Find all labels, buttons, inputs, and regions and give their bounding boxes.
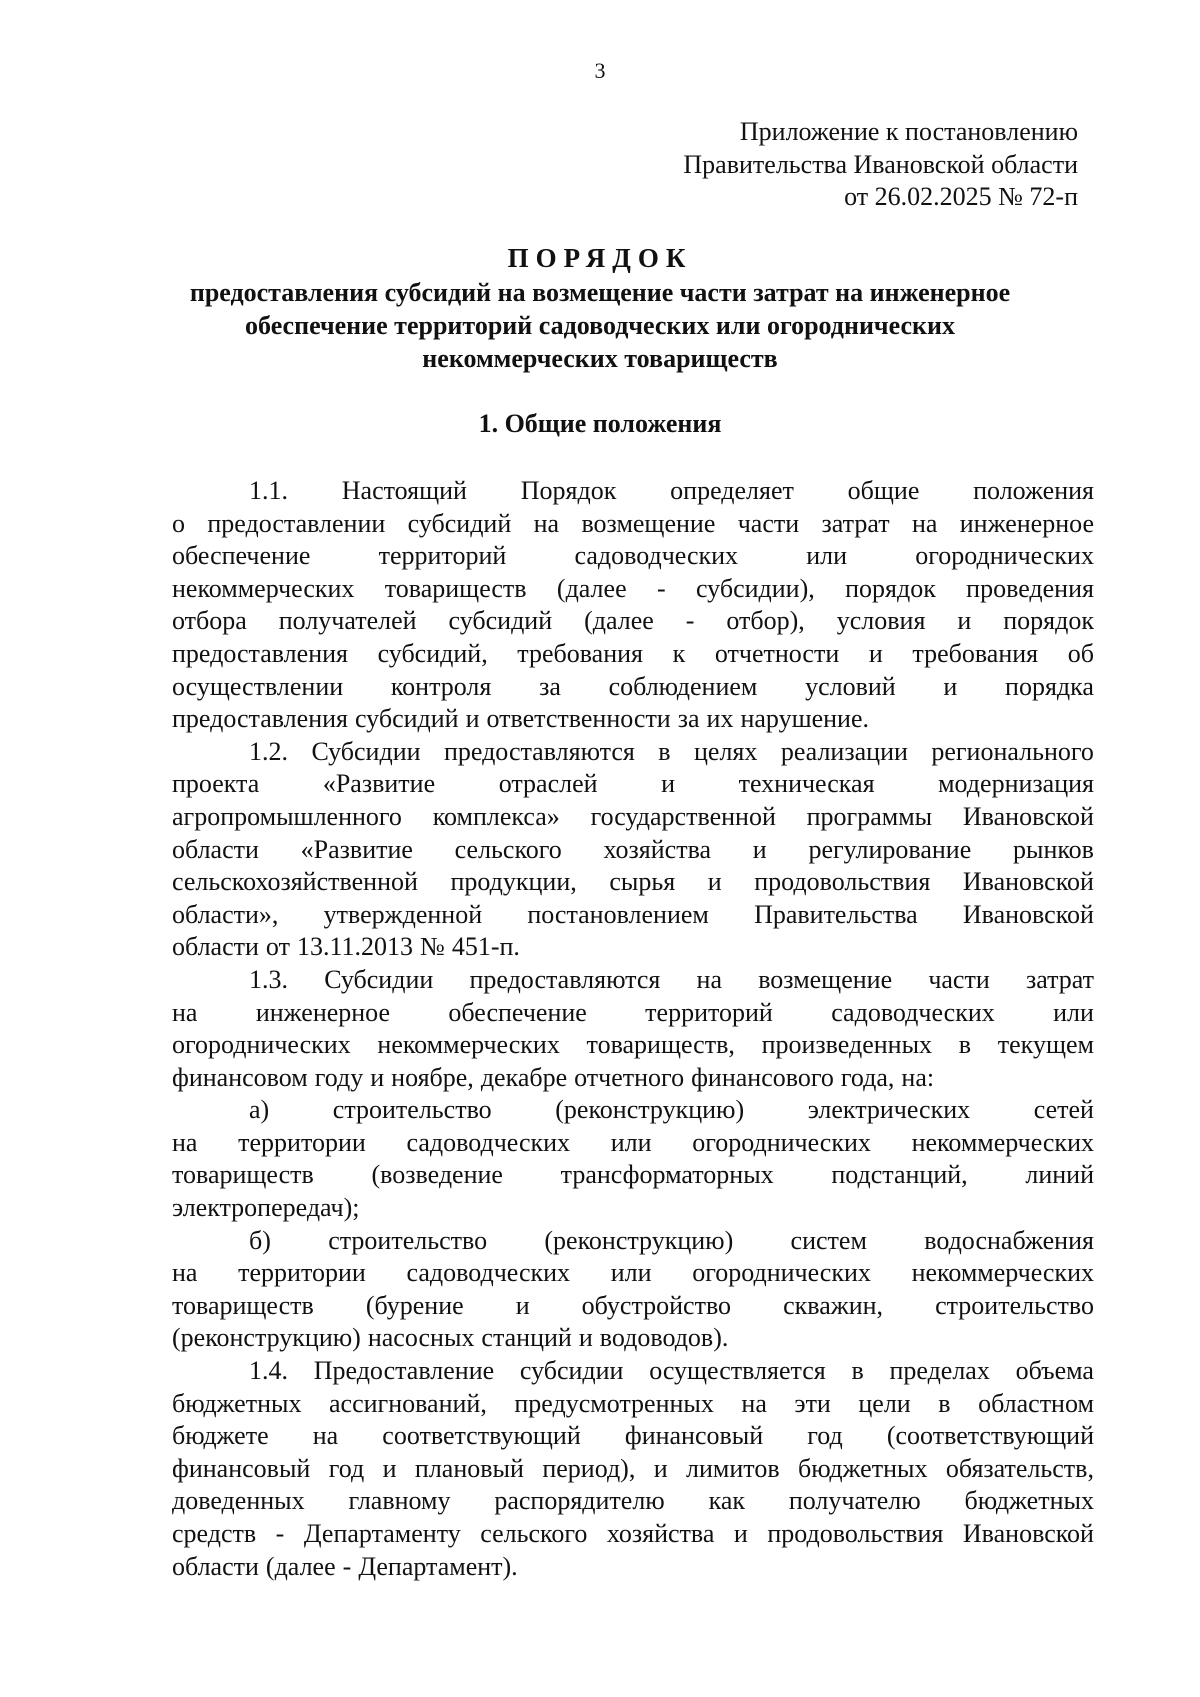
subtitle-line: обеспечение территорий садоводческих или огороднических	[245, 311, 955, 340]
body-line	[172, 671, 1094, 704]
body-word: «Развитие	[300, 834, 413, 864]
body-line	[172, 1127, 1094, 1160]
body-word: сырья	[609, 867, 676, 897]
body-word: строительство	[328, 1225, 488, 1255]
body-word: в	[938, 1388, 951, 1418]
body-text	[172, 475, 1094, 1583]
body-line	[172, 997, 1094, 1030]
page-number: 3	[594, 58, 606, 83]
body-word: году	[314, 1062, 364, 1092]
body-word: Субсидии	[324, 964, 434, 994]
body-word: ноябре,	[391, 1062, 474, 1092]
body-word: -	[342, 1551, 352, 1581]
body-word: области»,	[172, 899, 279, 929]
body-word: хозяйства	[603, 834, 712, 864]
body-word: (далее	[584, 606, 654, 636]
body-line	[172, 1225, 1094, 1258]
body-word: в	[958, 1030, 972, 1060]
body-word: возмещение	[758, 964, 893, 994]
body-word: Ивановской	[962, 899, 1094, 929]
body-line	[172, 508, 1094, 541]
body-word: отраслей	[498, 769, 598, 799]
body-word: за	[539, 671, 561, 701]
body-word: товариществ	[172, 1160, 314, 1190]
body-word: год	[328, 1453, 365, 1483]
body-word: как	[708, 1486, 745, 1516]
body-line	[172, 1551, 1094, 1584]
body-word: товариществ,	[586, 1030, 735, 1060]
body-word: за	[677, 704, 700, 734]
body-word: на	[172, 1258, 198, 1288]
body-word: 13.11.2013	[296, 932, 413, 962]
body-word: осуществляется	[649, 1356, 826, 1386]
body-word: продовольствия	[767, 1519, 944, 1548]
body-word: регулирование	[808, 834, 972, 864]
body-word: некоммерческих	[377, 1030, 560, 1060]
body-word: предоставляются	[443, 736, 635, 766]
body-word: водоводов).	[599, 1323, 729, 1353]
body-word: обустройство	[581, 1290, 732, 1320]
body-line	[172, 768, 1094, 801]
body-word: на	[312, 1421, 339, 1451]
body-word: субсидий	[407, 508, 512, 538]
body-line	[172, 1029, 1094, 1062]
body-word: декабре	[480, 1062, 568, 1092]
body-word: пределах	[889, 1356, 990, 1386]
body-word: в	[851, 1356, 864, 1386]
body-word: цели	[858, 1388, 911, 1418]
body-word: -	[656, 573, 666, 603]
body-word: получателю	[788, 1486, 921, 1516]
appendix-line: от 26.02.2025 № 72-п	[844, 182, 1078, 211]
body-line	[172, 1453, 1094, 1486]
body-word: 1.2.	[249, 736, 288, 766]
body-word: субсидии	[519, 1356, 624, 1386]
body-line	[172, 1062, 1094, 1095]
body-word: нарушение.	[740, 704, 870, 734]
body-word: обязательств,	[945, 1453, 1094, 1483]
body-word: проекта	[172, 769, 260, 799]
body-word: огороднических	[692, 1258, 871, 1288]
body-word: Субсидии	[311, 736, 421, 766]
body-word: финансовый	[172, 1453, 311, 1483]
body-word: года,	[840, 1062, 895, 1092]
subtitle-line: некоммерческих товариществ	[422, 344, 778, 373]
body-word: станций	[481, 1323, 572, 1353]
body-word: предусмотренных	[514, 1388, 714, 1418]
body-word: и	[653, 1453, 668, 1483]
body-word: сетей	[1033, 1095, 1094, 1125]
body-word: на	[696, 964, 722, 994]
body-word: государственной	[590, 801, 776, 831]
body-word: затрат	[821, 508, 890, 538]
body-line	[172, 964, 1094, 997]
body-word: предоставлении	[207, 508, 386, 538]
body-word: произведенных	[761, 1030, 933, 1060]
body-word: (далее	[265, 1551, 336, 1581]
body-word: Правительства	[754, 899, 918, 929]
body-line	[172, 1192, 1094, 1225]
body-word: (соответствующий	[886, 1421, 1094, 1451]
body-word: соответствующий	[382, 1421, 581, 1451]
body-word: областном	[978, 1388, 1094, 1418]
body-word: порядок	[845, 573, 936, 603]
body-word: финансового	[691, 1062, 834, 1092]
body-word: №	[420, 932, 445, 962]
body-word: их	[706, 704, 734, 734]
body-word: (реконструкцию)	[172, 1323, 361, 1353]
body-word: на	[172, 1127, 198, 1157]
body-word: обеспечение	[448, 997, 587, 1027]
body-word: (бурение	[365, 1290, 464, 1320]
body-word: на	[172, 997, 198, 1027]
body-word: программы	[806, 801, 933, 831]
body-word: порядка	[1005, 671, 1094, 701]
body-word: бюджете	[172, 1421, 269, 1451]
body-word: (реконструкцию)	[544, 1225, 734, 1255]
body-word: финансовом	[172, 1062, 308, 1092]
appendix-line: Приложение к постановлению	[739, 117, 1078, 146]
body-word: требования	[912, 638, 1039, 668]
body-word: затрат	[1025, 964, 1094, 994]
body-word: субсидий,	[377, 638, 488, 668]
body-word: Департамент).	[358, 1551, 518, 1581]
body-word: и	[370, 1062, 385, 1092]
body-word: плановый	[414, 1453, 524, 1483]
body-word: или	[610, 1258, 652, 1288]
body-word: садоводческих	[406, 1127, 571, 1157]
body-word: лимитов	[686, 1453, 780, 1483]
body-word: на	[741, 1388, 767, 1418]
body-word: и	[382, 1453, 397, 1483]
body-word: строительство	[332, 1095, 492, 1125]
body-word: агропромышленного	[172, 801, 402, 831]
body-word: 451-п.	[451, 932, 520, 962]
body-line	[172, 1355, 1094, 1388]
body-word: в	[658, 736, 671, 766]
body-line	[172, 899, 1094, 932]
body-word: 1.1.	[249, 476, 288, 505]
body-word: и	[733, 1519, 748, 1548]
body-word: субсидий	[354, 704, 459, 734]
body-word: бюджетных	[172, 1388, 302, 1418]
body-line	[172, 1322, 1094, 1355]
body-word: садоводческих	[406, 1258, 571, 1288]
body-word: контроля	[390, 671, 492, 701]
body-word: объема	[1015, 1356, 1094, 1386]
body-line	[172, 475, 1094, 508]
body-word: отбора	[172, 606, 247, 636]
body-line	[172, 703, 1094, 736]
body-word: предоставления	[172, 704, 348, 734]
body-word: на:	[901, 1062, 935, 1092]
body-word: постановлением	[527, 899, 709, 929]
body-word: продовольствия	[754, 867, 931, 897]
section-heading: 1. Общие положения	[478, 409, 722, 438]
document-title: ПОРЯДОК	[507, 243, 693, 273]
body-word: субсидий	[448, 606, 553, 636]
body-word: садоводческих	[831, 997, 995, 1027]
body-word: и	[957, 606, 972, 636]
body-line	[172, 1094, 1094, 1127]
body-word: главному	[348, 1486, 451, 1516]
body-word: осуществлении	[172, 671, 344, 701]
body-line	[172, 1485, 1094, 1518]
body-word: области	[172, 834, 259, 864]
body-word: предоставления	[172, 638, 348, 668]
body-word: на	[911, 508, 938, 538]
body-word: и	[707, 867, 722, 897]
body-line	[172, 866, 1094, 899]
body-line	[172, 638, 1094, 671]
body-word: субсидии),	[695, 573, 815, 603]
body-line	[172, 540, 1094, 573]
body-word: электрических	[807, 1095, 971, 1125]
body-word: сельскохозяйственной	[172, 867, 418, 897]
body-word: Порядок	[520, 476, 617, 505]
body-line	[172, 573, 1094, 606]
body-word: модернизация	[938, 769, 1094, 799]
body-word: и	[943, 671, 958, 701]
body-word: товариществ	[172, 1290, 314, 1320]
body-word: средств	[172, 1519, 257, 1548]
body-word: получателей	[278, 606, 417, 636]
body-word: скважин,	[783, 1290, 884, 1320]
body-word: или	[806, 541, 848, 571]
body-word: а)	[249, 1095, 270, 1125]
body-word: условия	[836, 606, 926, 636]
body-word: (возведение	[371, 1160, 503, 1190]
body-word: насосных	[367, 1323, 475, 1353]
body-word: рынков	[1012, 834, 1094, 864]
body-word: комплекса»	[432, 801, 560, 831]
body-word: условий	[805, 671, 896, 701]
body-word: к	[672, 638, 686, 668]
body-line	[172, 801, 1094, 834]
body-word: и	[465, 704, 480, 734]
body-word: Предоставление	[313, 1356, 495, 1386]
body-word: территории	[238, 1127, 366, 1157]
body-word: определяет	[670, 476, 794, 505]
body-word: некоммерческих	[911, 1258, 1094, 1288]
body-word: -	[685, 606, 695, 636]
body-word: хозяйства	[606, 1519, 715, 1548]
body-line	[172, 1420, 1094, 1453]
body-word: сельского	[454, 834, 562, 864]
body-word: Ивановской	[962, 867, 1094, 897]
body-line	[172, 931, 1094, 964]
body-word: возмещение	[581, 508, 716, 538]
body-word: строительство	[935, 1290, 1094, 1320]
body-word: систем	[790, 1225, 867, 1255]
body-word: целях	[694, 736, 758, 766]
body-word: (реконструкцию)	[555, 1095, 745, 1125]
body-word: техническая	[738, 769, 875, 799]
body-word: сельского	[480, 1519, 588, 1548]
body-word: некоммерческих	[911, 1127, 1094, 1157]
body-word: товариществ	[384, 573, 527, 603]
body-word: Ивановской	[962, 1519, 1094, 1548]
body-word: части	[737, 508, 800, 538]
body-word: (далее	[556, 573, 627, 603]
body-word: общие	[847, 476, 920, 505]
body-line	[172, 1518, 1094, 1551]
body-word: на	[533, 508, 560, 538]
body-word: доведенных	[172, 1486, 305, 1516]
body-word: бюджетных	[798, 1453, 928, 1483]
body-word: и	[868, 638, 883, 668]
body-word: отбор),	[726, 606, 805, 636]
body-word: огороднических	[915, 541, 1094, 571]
body-word: проведения	[966, 573, 1094, 603]
body-word: огороднических	[172, 1030, 351, 1060]
body-word: ассигнований,	[329, 1388, 487, 1418]
body-word: реализации	[780, 736, 908, 766]
body-word: и	[752, 834, 767, 864]
body-word: утвержденной	[323, 899, 483, 929]
body-word: соблюдением	[608, 671, 758, 701]
body-word: отчетного	[574, 1062, 685, 1092]
body-word: бюджетных	[964, 1486, 1094, 1516]
body-word: инженерное	[959, 508, 1094, 538]
body-word: отчетности	[714, 638, 840, 668]
body-word: территории	[238, 1258, 366, 1288]
body-word: требования	[517, 638, 644, 668]
body-word: некоммерческих	[172, 573, 355, 603]
body-word: или	[1053, 997, 1094, 1027]
body-word: распорядителю	[494, 1486, 665, 1516]
body-word: ответственности	[486, 704, 671, 734]
body-word: огороднических	[692, 1127, 871, 1157]
body-word: порядок	[1003, 606, 1094, 636]
body-word: Ивановской	[962, 801, 1094, 831]
body-line	[172, 1257, 1094, 1290]
body-word: и	[515, 1290, 530, 1320]
body-word: период),	[542, 1453, 636, 1483]
body-word: электропередач);	[172, 1193, 360, 1223]
body-line	[172, 736, 1094, 769]
body-word: инженерное	[255, 997, 391, 1027]
body-word: эти	[794, 1388, 831, 1418]
body-word: от	[265, 932, 290, 962]
body-word: продукции,	[450, 867, 577, 897]
body-line	[172, 605, 1094, 638]
body-word: текущем	[997, 1030, 1094, 1060]
body-word: регионального	[931, 736, 1094, 766]
body-word: Департаменту	[303, 1519, 461, 1548]
body-word: Настоящий	[341, 476, 467, 505]
body-word: территорий	[378, 541, 507, 571]
body-line	[172, 834, 1094, 867]
body-word: и	[661, 769, 676, 799]
body-word: б)	[249, 1225, 271, 1255]
body-word: 1.3.	[249, 964, 288, 994]
body-word: положения	[973, 476, 1094, 505]
body-word: области	[172, 932, 259, 962]
body-word: и	[578, 1323, 593, 1353]
document-subtitle	[150, 276, 1050, 375]
body-word: территорий	[645, 997, 773, 1027]
subtitle-line: предоставления субсидий на возмещение части затрат на инженерное	[189, 278, 1011, 307]
body-word: подстанций,	[831, 1160, 968, 1190]
body-line	[172, 1388, 1094, 1421]
body-word: садоводческих	[574, 541, 739, 571]
appendix-block	[683, 116, 1078, 214]
body-word: о	[172, 508, 185, 538]
body-line	[172, 1290, 1094, 1323]
body-word: или	[610, 1127, 652, 1157]
body-word: линий	[1025, 1160, 1094, 1190]
body-line	[172, 1159, 1094, 1192]
body-word: год	[807, 1421, 843, 1451]
body-word: обеспечение	[172, 541, 311, 571]
body-word: части	[928, 964, 990, 994]
body-word: предоставляются	[469, 964, 661, 994]
body-word: финансовый	[624, 1421, 764, 1451]
body-word: водоснабжения	[924, 1225, 1094, 1255]
body-word: «Развитие	[322, 769, 436, 799]
body-word: -	[275, 1519, 285, 1548]
appendix-line: Правительства Ивановской области	[683, 149, 1078, 179]
body-word: 1.4.	[249, 1356, 288, 1386]
body-word: трансформаторных	[560, 1160, 774, 1190]
body-word: об	[1067, 638, 1094, 668]
body-word: области	[172, 1551, 259, 1581]
